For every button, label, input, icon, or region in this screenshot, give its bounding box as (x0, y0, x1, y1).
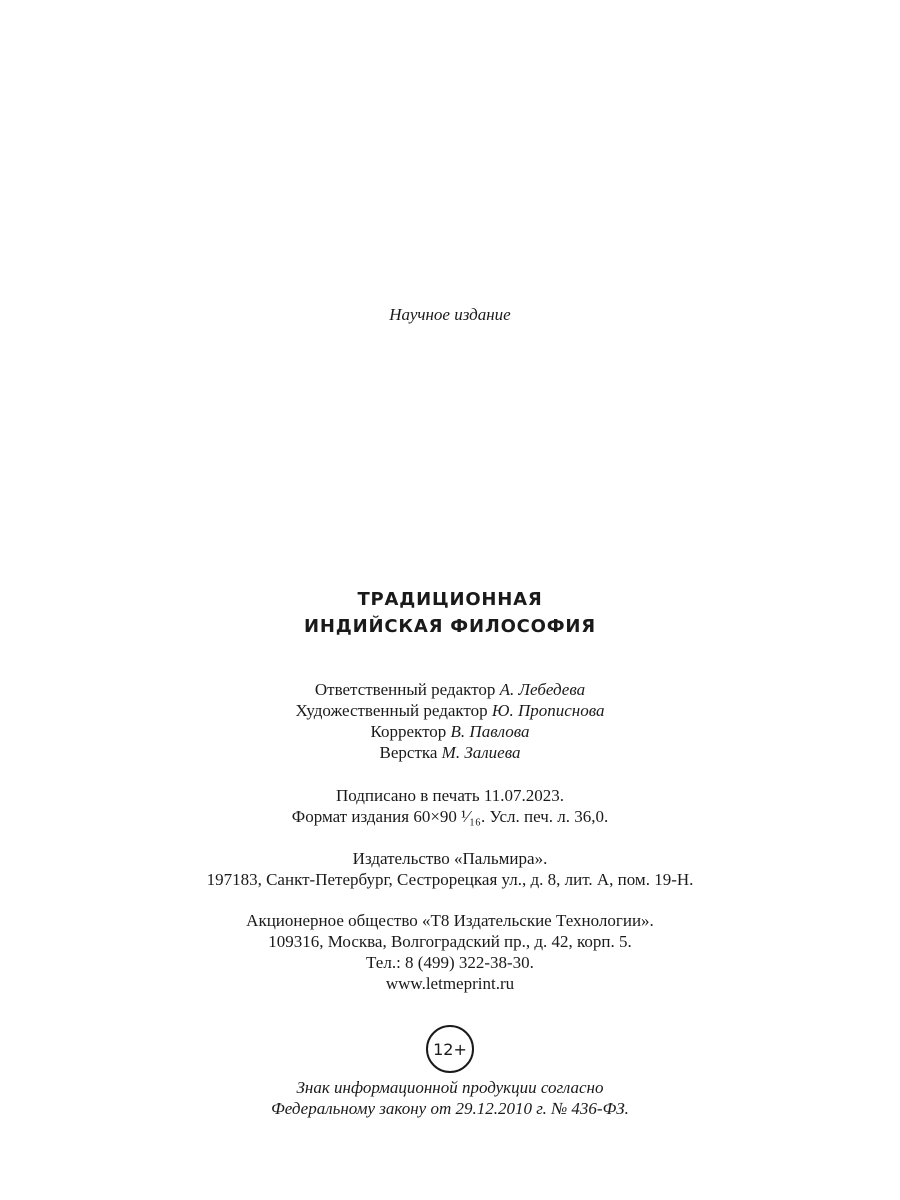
credit-chief-editor (0, 679, 900, 700)
credit-layout (0, 742, 900, 763)
credit-name: А. Лебедева (499, 680, 586, 699)
signed-to-print: Подписано в печать 11.07.2023. (336, 786, 564, 805)
credit-name: Ю. Прописнова (491, 701, 605, 720)
book-title-line1: ТРАДИЦИОННАЯ (357, 589, 543, 610)
law-notice-line1: Знак информационной продукции согласно (296, 1078, 604, 1097)
publisher-address: 197183, Санкт-Петербург, Сестрорецкая ул., д. 8, лит. А, пом. 19-Н. (206, 870, 694, 889)
credit-role: Художественный редактор (295, 701, 488, 720)
age-rating-label: 12+ (433, 1039, 467, 1059)
edition-type: Научное издание (389, 305, 511, 324)
book-title-line2: ИНДИЙСКАЯ ФИЛОСОФИЯ (304, 616, 596, 637)
credit-role: Корректор (370, 722, 447, 741)
credit-role: Ответственный редактор (314, 680, 496, 699)
printer-name: Акционерное общество «Т8 Издательские Технологии». (246, 911, 654, 930)
printer-address: 109316, Москва, Волгоградский пр., д. 42, корп. 5. (268, 932, 632, 951)
credit-proofreader (0, 721, 900, 742)
print-format: Формат издания 60×90 ¹⁄₁₆. Усл. печ. л. 36,0. (291, 807, 609, 826)
credit-art-editor (0, 700, 900, 721)
publisher-name: Издательство «Пальмира». (352, 849, 548, 868)
printer-phone: Тел.: 8 (499) 322-38-30. (366, 953, 534, 972)
age-rating-badge (426, 1025, 474, 1073)
law-notice-line2: Федеральному закону от 29.12.2010 г. № 436-ФЗ. (271, 1099, 629, 1118)
credit-name: В. Павлова (450, 722, 530, 741)
credit-name: М. Залиева (441, 743, 521, 762)
credit-role: Верстка (379, 743, 438, 762)
printer-website[interactable]: www.letmeprint.ru (385, 974, 515, 993)
